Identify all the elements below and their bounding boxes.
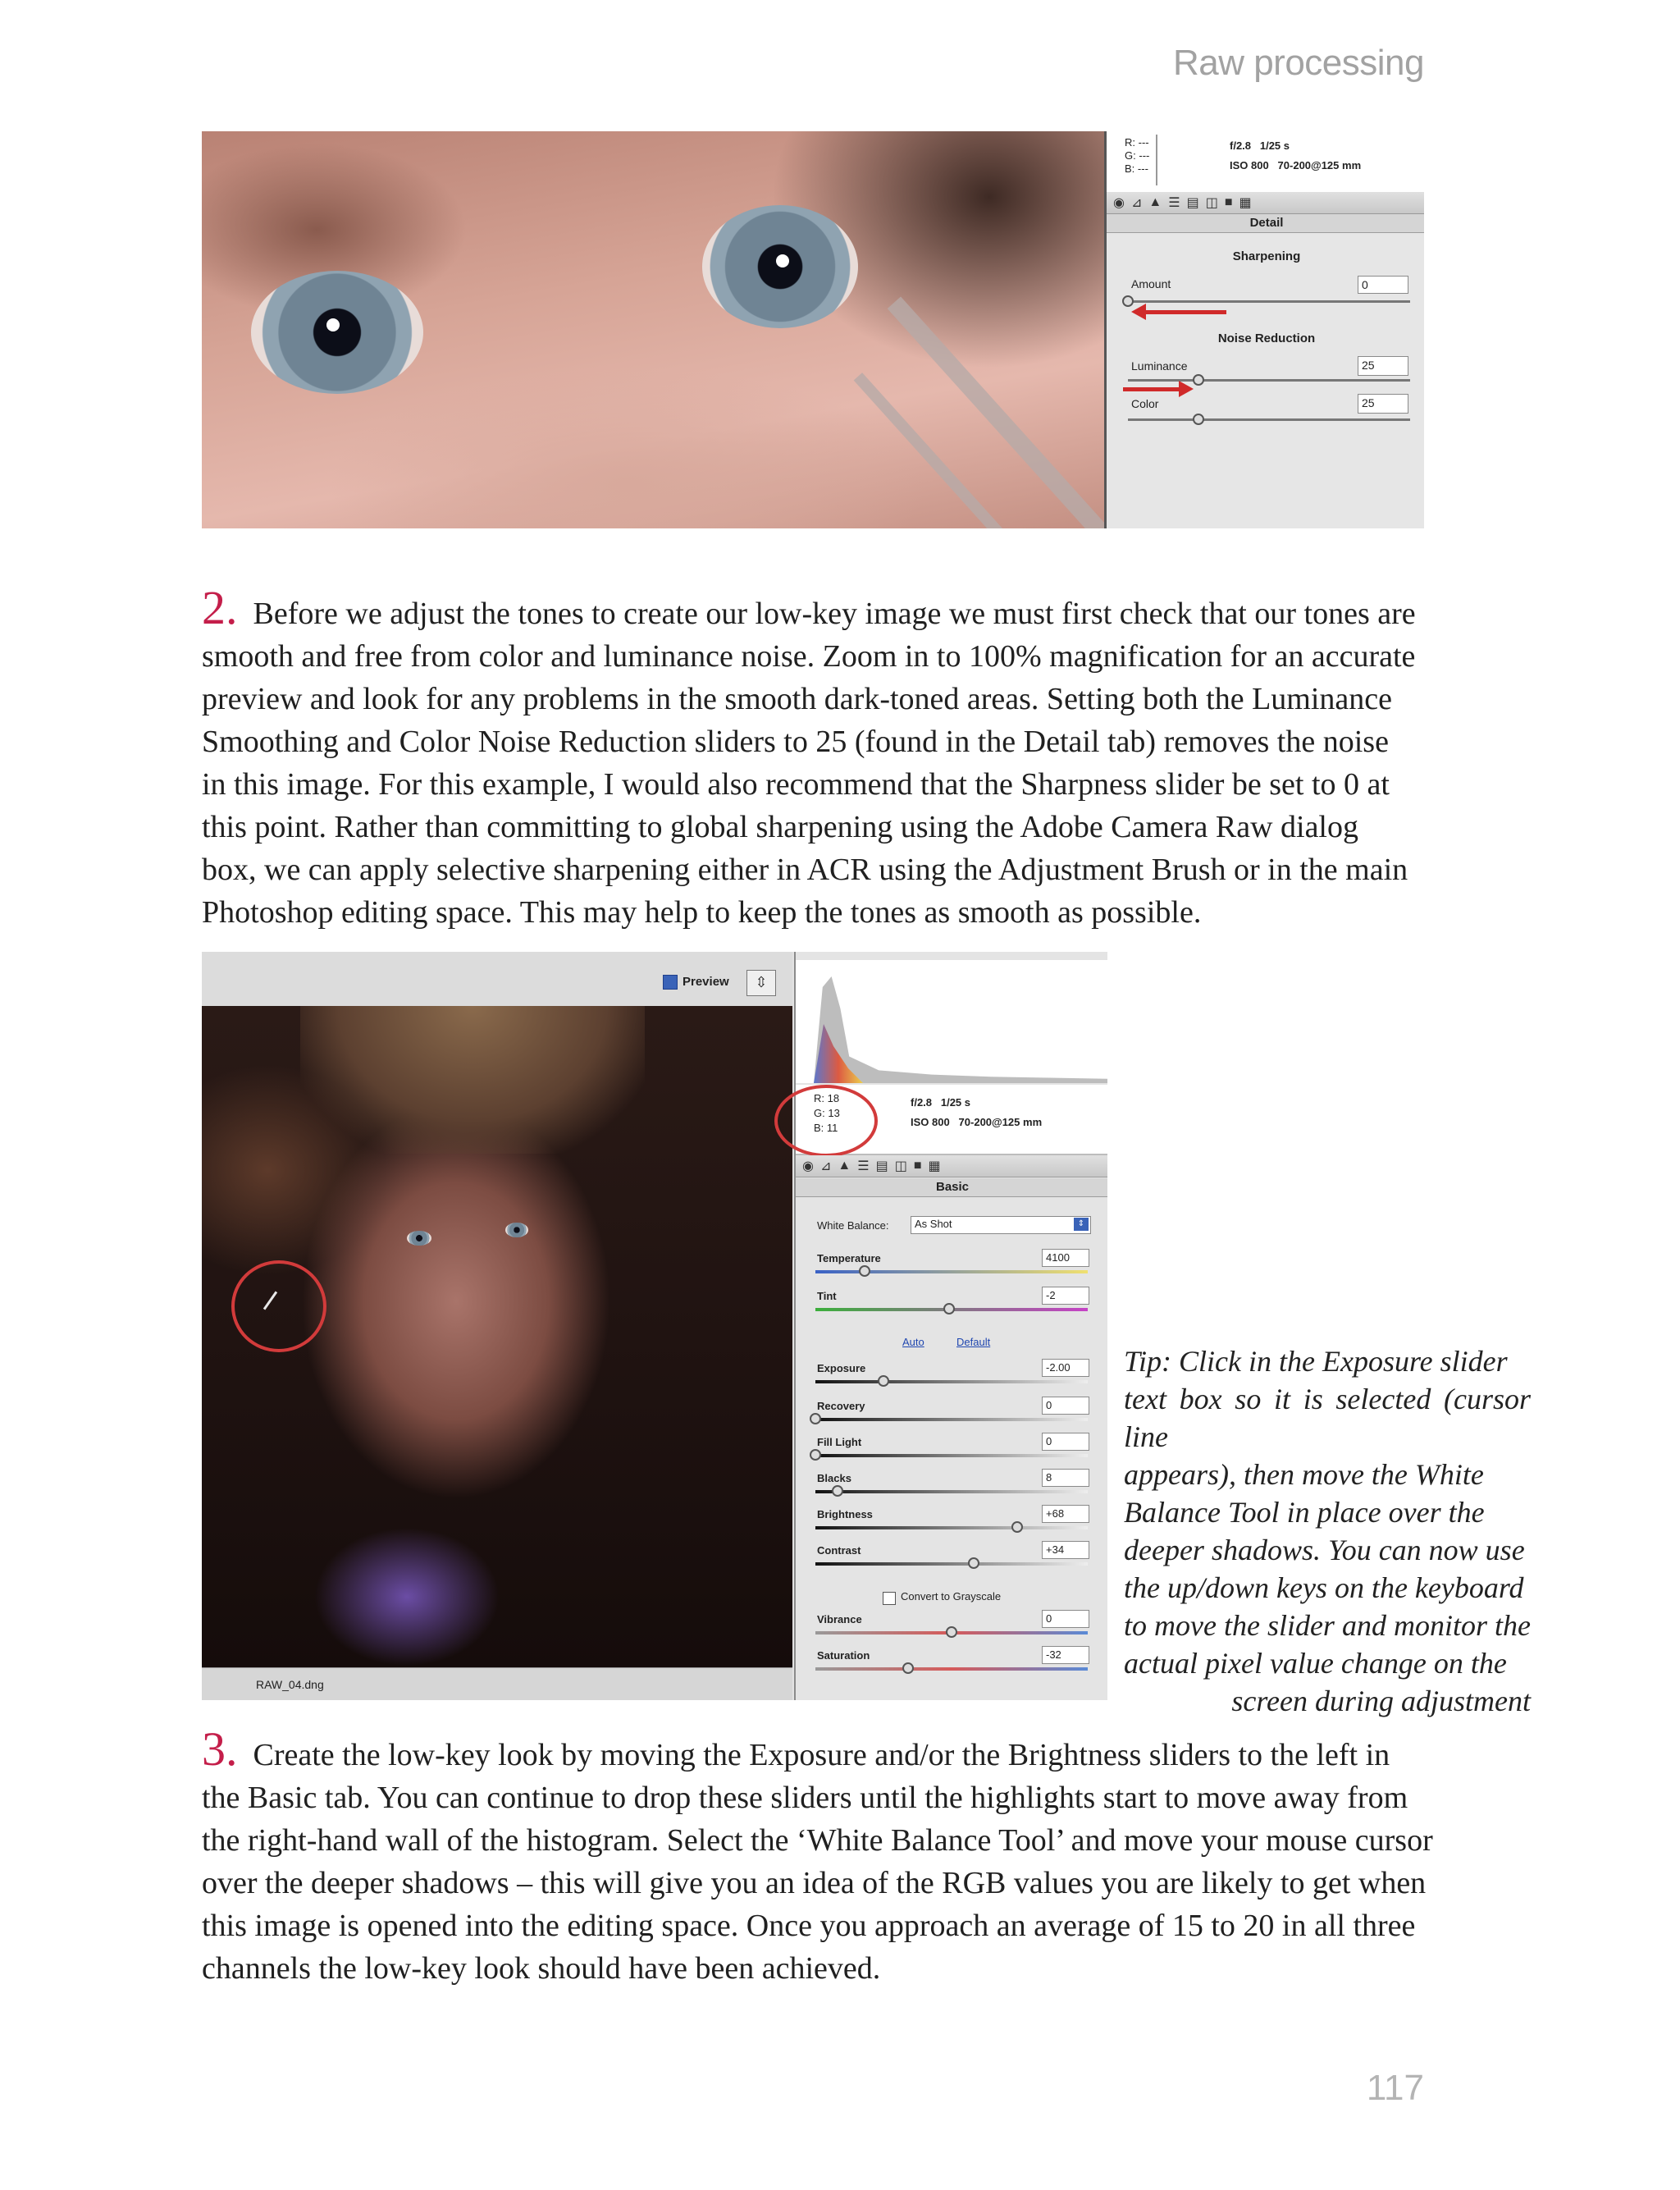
step-3-line-6: channels the low-key look should have been achieved. (202, 1951, 881, 1986)
effects-icon[interactable]: ■ (913, 1159, 922, 1173)
amount-value-box[interactable]: 0 (1358, 276, 1408, 294)
camera-settings-line1: f/2.8 1/25 s (911, 1096, 971, 1109)
brightness-slider-track[interactable] (815, 1526, 1088, 1529)
exposure-value-box[interactable]: -2.00 (1042, 1359, 1089, 1377)
brightness-label: Brightness (817, 1508, 873, 1520)
presets-icon[interactable]: ▦ (1239, 196, 1252, 210)
tip-line-3: appears), then move the White (1124, 1458, 1484, 1491)
tab-basic-title: Basic (796, 1178, 1107, 1197)
color-label: Color (1131, 397, 1159, 410)
vibrance-value-box[interactable]: 0 (1042, 1610, 1089, 1628)
brightness-slider-knob[interactable] (1011, 1521, 1023, 1533)
red-annotation-arrow (1144, 310, 1226, 314)
step-3-line-2: the Basic tab. You can continue to drop these sliders until the highlights start to move away from (202, 1781, 1408, 1815)
running-header: Raw processing (1172, 43, 1424, 83)
rgb-readout: R: 18 G: 13 B: 11 f/2.8 1/25 s ISO 800 70-200@125 mm (796, 1085, 1107, 1155)
tone-curve-icon[interactable]: ⊿ (819, 1159, 832, 1173)
saturation-label: Saturation (817, 1649, 870, 1662)
blacks-slider-track[interactable] (815, 1490, 1088, 1493)
camera-icon[interactable]: ◉ (802, 1159, 814, 1173)
camera-settings-line2: ISO 800 70-200@125 mm (1230, 159, 1362, 171)
sharpening-heading: Sharpening (1232, 249, 1301, 263)
recovery-slider-track[interactable] (815, 1418, 1088, 1421)
step-2-line-7: box, we can apply selective sharpening either in ACR using the Adjustment Brush or in the main (202, 853, 1408, 887)
step-2-line-8: Photoshop editing space. This may help to keep the tones as smooth as possible. (202, 895, 1202, 930)
hsl-icon[interactable]: ☰ (857, 1159, 870, 1173)
g-value: 13 (828, 1107, 840, 1119)
step-3-line-1: 3. Create the low-key look by moving the Exposure and/or the Brightness sliders to the left in (202, 1722, 1390, 1776)
grayscale-checkbox[interactable] (883, 1592, 896, 1605)
step-3-number: 3. (202, 1722, 238, 1776)
portrait-eye (407, 1231, 431, 1246)
lens-icon[interactable]: ◫ (894, 1159, 907, 1173)
tip-line-9: screen during adjustment (1231, 1685, 1531, 1717)
eye-glint (326, 318, 340, 331)
detail-icon[interactable]: ▲ (1148, 195, 1162, 209)
tip-line-5: deeper shadows. You can now use (1124, 1534, 1525, 1566)
figure-basic-tab (202, 952, 1107, 1700)
temperature-label: Temperature (817, 1252, 881, 1264)
color-slider-knob[interactable] (1193, 414, 1204, 425)
step-2-line-6: this point. Rather than committing to global sharpening using the Adobe Camera Raw dialog (202, 810, 1358, 844)
luminance-slider-track[interactable] (1128, 379, 1410, 382)
blacks-value-box[interactable]: 8 (1042, 1469, 1089, 1487)
red-annotation-circle (231, 1260, 326, 1352)
vibrance-label: Vibrance (817, 1613, 862, 1625)
exposure-slider-track[interactable] (815, 1380, 1088, 1383)
eye-glint (776, 254, 789, 267)
blacks-slider-knob[interactable] (832, 1485, 843, 1497)
histogram-gray (814, 976, 1107, 1083)
recovery-slider-knob[interactable] (810, 1413, 821, 1424)
b-value: --- (1137, 162, 1148, 175)
saturation-slider-track[interactable] (815, 1667, 1088, 1671)
tip-line-8: actual pixel value change on the (1124, 1647, 1507, 1680)
step-2-line-1: 2. Before we adjust the tones to create our low-key image we must first check that our tones are (202, 581, 1416, 634)
saturation-value-box[interactable]: -32 (1042, 1646, 1089, 1664)
portrait-preview (202, 952, 792, 1700)
detail-icon[interactable]: ▲ (838, 1159, 851, 1173)
filename-bar: RAW_04.dng (202, 1667, 792, 1700)
effects-icon[interactable]: ■ (1224, 195, 1233, 209)
hsl-icon[interactable]: ☰ (1168, 196, 1180, 210)
lens-icon[interactable]: ◫ (1205, 196, 1218, 210)
acr-basic-panel (794, 952, 1107, 1700)
step-2-number: 2. (202, 581, 238, 634)
tip-line-1: Tip: Click in the Exposure slider (1124, 1345, 1508, 1378)
recovery-value-box[interactable]: 0 (1042, 1397, 1089, 1415)
amount-label: Amount (1131, 277, 1171, 290)
noise-reduction-heading: Noise Reduction (1217, 331, 1316, 345)
split-tone-icon[interactable]: ▤ (875, 1159, 888, 1173)
exposure-label: Exposure (817, 1362, 866, 1374)
step-2-line-4: Smoothing and Color Noise Reduction sliders to 25 (found in the Detail tab) removes the noise (202, 725, 1389, 759)
white-balance-label: White Balance: (817, 1219, 889, 1232)
tip-line-4: Balance Tool in place over the (1124, 1496, 1485, 1529)
histogram (796, 960, 1107, 1083)
rgb-readout: R: --- G: --- B: --- f/2.8 1/25 s ISO 800 70-200@125 mm (1107, 131, 1424, 194)
fill-light-value-box[interactable]: 0 (1042, 1433, 1089, 1451)
tint-label: Tint (817, 1290, 837, 1302)
blacks-label: Blacks (817, 1472, 851, 1484)
tip-line-2: text box so it is selected (cursor line (1124, 1383, 1531, 1453)
white-balance-select[interactable] (911, 1216, 1091, 1234)
contrast-value-box[interactable]: +34 (1042, 1541, 1089, 1559)
tip-line-6: the up/down keys on the keyboard (1124, 1571, 1524, 1604)
b-value: 11 (826, 1122, 838, 1134)
step-2-paragraph (202, 581, 1481, 934)
presets-icon[interactable]: ▦ (928, 1159, 941, 1173)
saturation-slider-knob[interactable] (902, 1662, 914, 1674)
tip-line-7: to move the slider and monitor the (1124, 1609, 1531, 1642)
step-2-line-5: in this image. For this example, I would also recommend that the Sharpness slider be set to 0 at (202, 767, 1390, 802)
white-balance-value: As Shot (915, 1218, 952, 1230)
step-2-line-2: smooth and free from color and luminance noise. Zoom in to 100% magnification for an accurate (202, 639, 1416, 674)
default-link[interactable]: Default (956, 1336, 991, 1348)
step-3-line-5: this image is opened into the editing space. Once you approach an average of 15 to 20 in all three (202, 1909, 1416, 1943)
r-value: --- (1138, 136, 1149, 149)
temperature-slider-track[interactable] (815, 1270, 1088, 1273)
contrast-slider-track[interactable] (815, 1562, 1088, 1566)
acr-detail-panel (1104, 131, 1424, 528)
fill-light-slider-knob[interactable] (810, 1449, 821, 1461)
red-annotation-arrow (1123, 387, 1180, 391)
step-3-line-3: the right-hand wall of the histogram. Select the ‘White Balance Tool’ and move your mouse cursor (202, 1823, 1433, 1858)
fill-light-label: Fill Light (817, 1436, 862, 1448)
tip-callout (1124, 1342, 1531, 1720)
exposure-slider-knob[interactable] (878, 1375, 889, 1387)
panel-tab-icons[interactable] (796, 1155, 1107, 1177)
background-rod (888, 296, 1110, 528)
luminance-label: Luminance (1131, 359, 1188, 373)
tint-value-box[interactable]: -2 (1042, 1287, 1089, 1305)
auto-link[interactable]: Auto (902, 1336, 924, 1348)
portrait-eye (505, 1223, 528, 1237)
luminance-value-box[interactable]: 25 (1358, 356, 1408, 376)
tint-slider-knob[interactable] (943, 1303, 955, 1314)
preview-toolbar (202, 952, 792, 1007)
camera-settings-line1: f/2.8 1/25 s (1230, 139, 1290, 152)
camera-settings-line2: ISO 800 70-200@125 mm (911, 1116, 1043, 1128)
tone-curve-icon[interactable]: ⊿ (1130, 196, 1143, 210)
fullscreen-toggle-icon[interactable]: ⇳ (746, 970, 776, 996)
step-2-line-3: preview and look for any problems in the smooth dark-toned areas. Setting both the Luminance (202, 682, 1393, 716)
g-value: --- (1139, 149, 1150, 162)
panel-tab-icons[interactable] (1107, 192, 1424, 214)
chevron-updown-icon: ⇕ (1074, 1218, 1089, 1231)
vibrance-slider-knob[interactable] (946, 1626, 957, 1638)
figure-detail-tab (202, 131, 1424, 528)
amount-slider-track[interactable] (1128, 300, 1410, 303)
temperature-slider-knob[interactable] (859, 1265, 870, 1277)
eye-closeup-photo (202, 131, 1104, 528)
hair-highlight (300, 1006, 645, 1154)
recovery-label: Recovery (817, 1400, 865, 1412)
tab-detail-title: Detail (1107, 214, 1424, 233)
left-eye (251, 271, 423, 394)
brightness-value-box[interactable]: +68 (1042, 1505, 1089, 1523)
step-3-paragraph (202, 1722, 1481, 1990)
r-value: 18 (827, 1092, 840, 1104)
color-slider-track[interactable] (1128, 418, 1410, 421)
split-tone-icon[interactable]: ▤ (1186, 196, 1199, 210)
camera-icon[interactable]: ◉ (1113, 196, 1125, 210)
step-3-line-4: over the deeper shadows – this will give you an idea of the RGB values you are likely to get when (202, 1866, 1427, 1900)
grayscale-label: Convert to Grayscale (901, 1590, 1002, 1602)
contrast-slider-knob[interactable] (968, 1557, 979, 1569)
preview-label: Preview (682, 975, 729, 989)
contrast-label: Contrast (817, 1544, 861, 1557)
page-number: 117 (1366, 2068, 1424, 2108)
temperature-value-box[interactable]: 4100 (1042, 1249, 1089, 1267)
fill-light-slider-track[interactable] (815, 1454, 1088, 1457)
luminance-slider-knob[interactable] (1193, 374, 1204, 386)
red-annotation-circle (774, 1085, 878, 1157)
color-value-box[interactable]: 25 (1358, 394, 1408, 414)
preview-checkbox[interactable] (663, 975, 678, 990)
